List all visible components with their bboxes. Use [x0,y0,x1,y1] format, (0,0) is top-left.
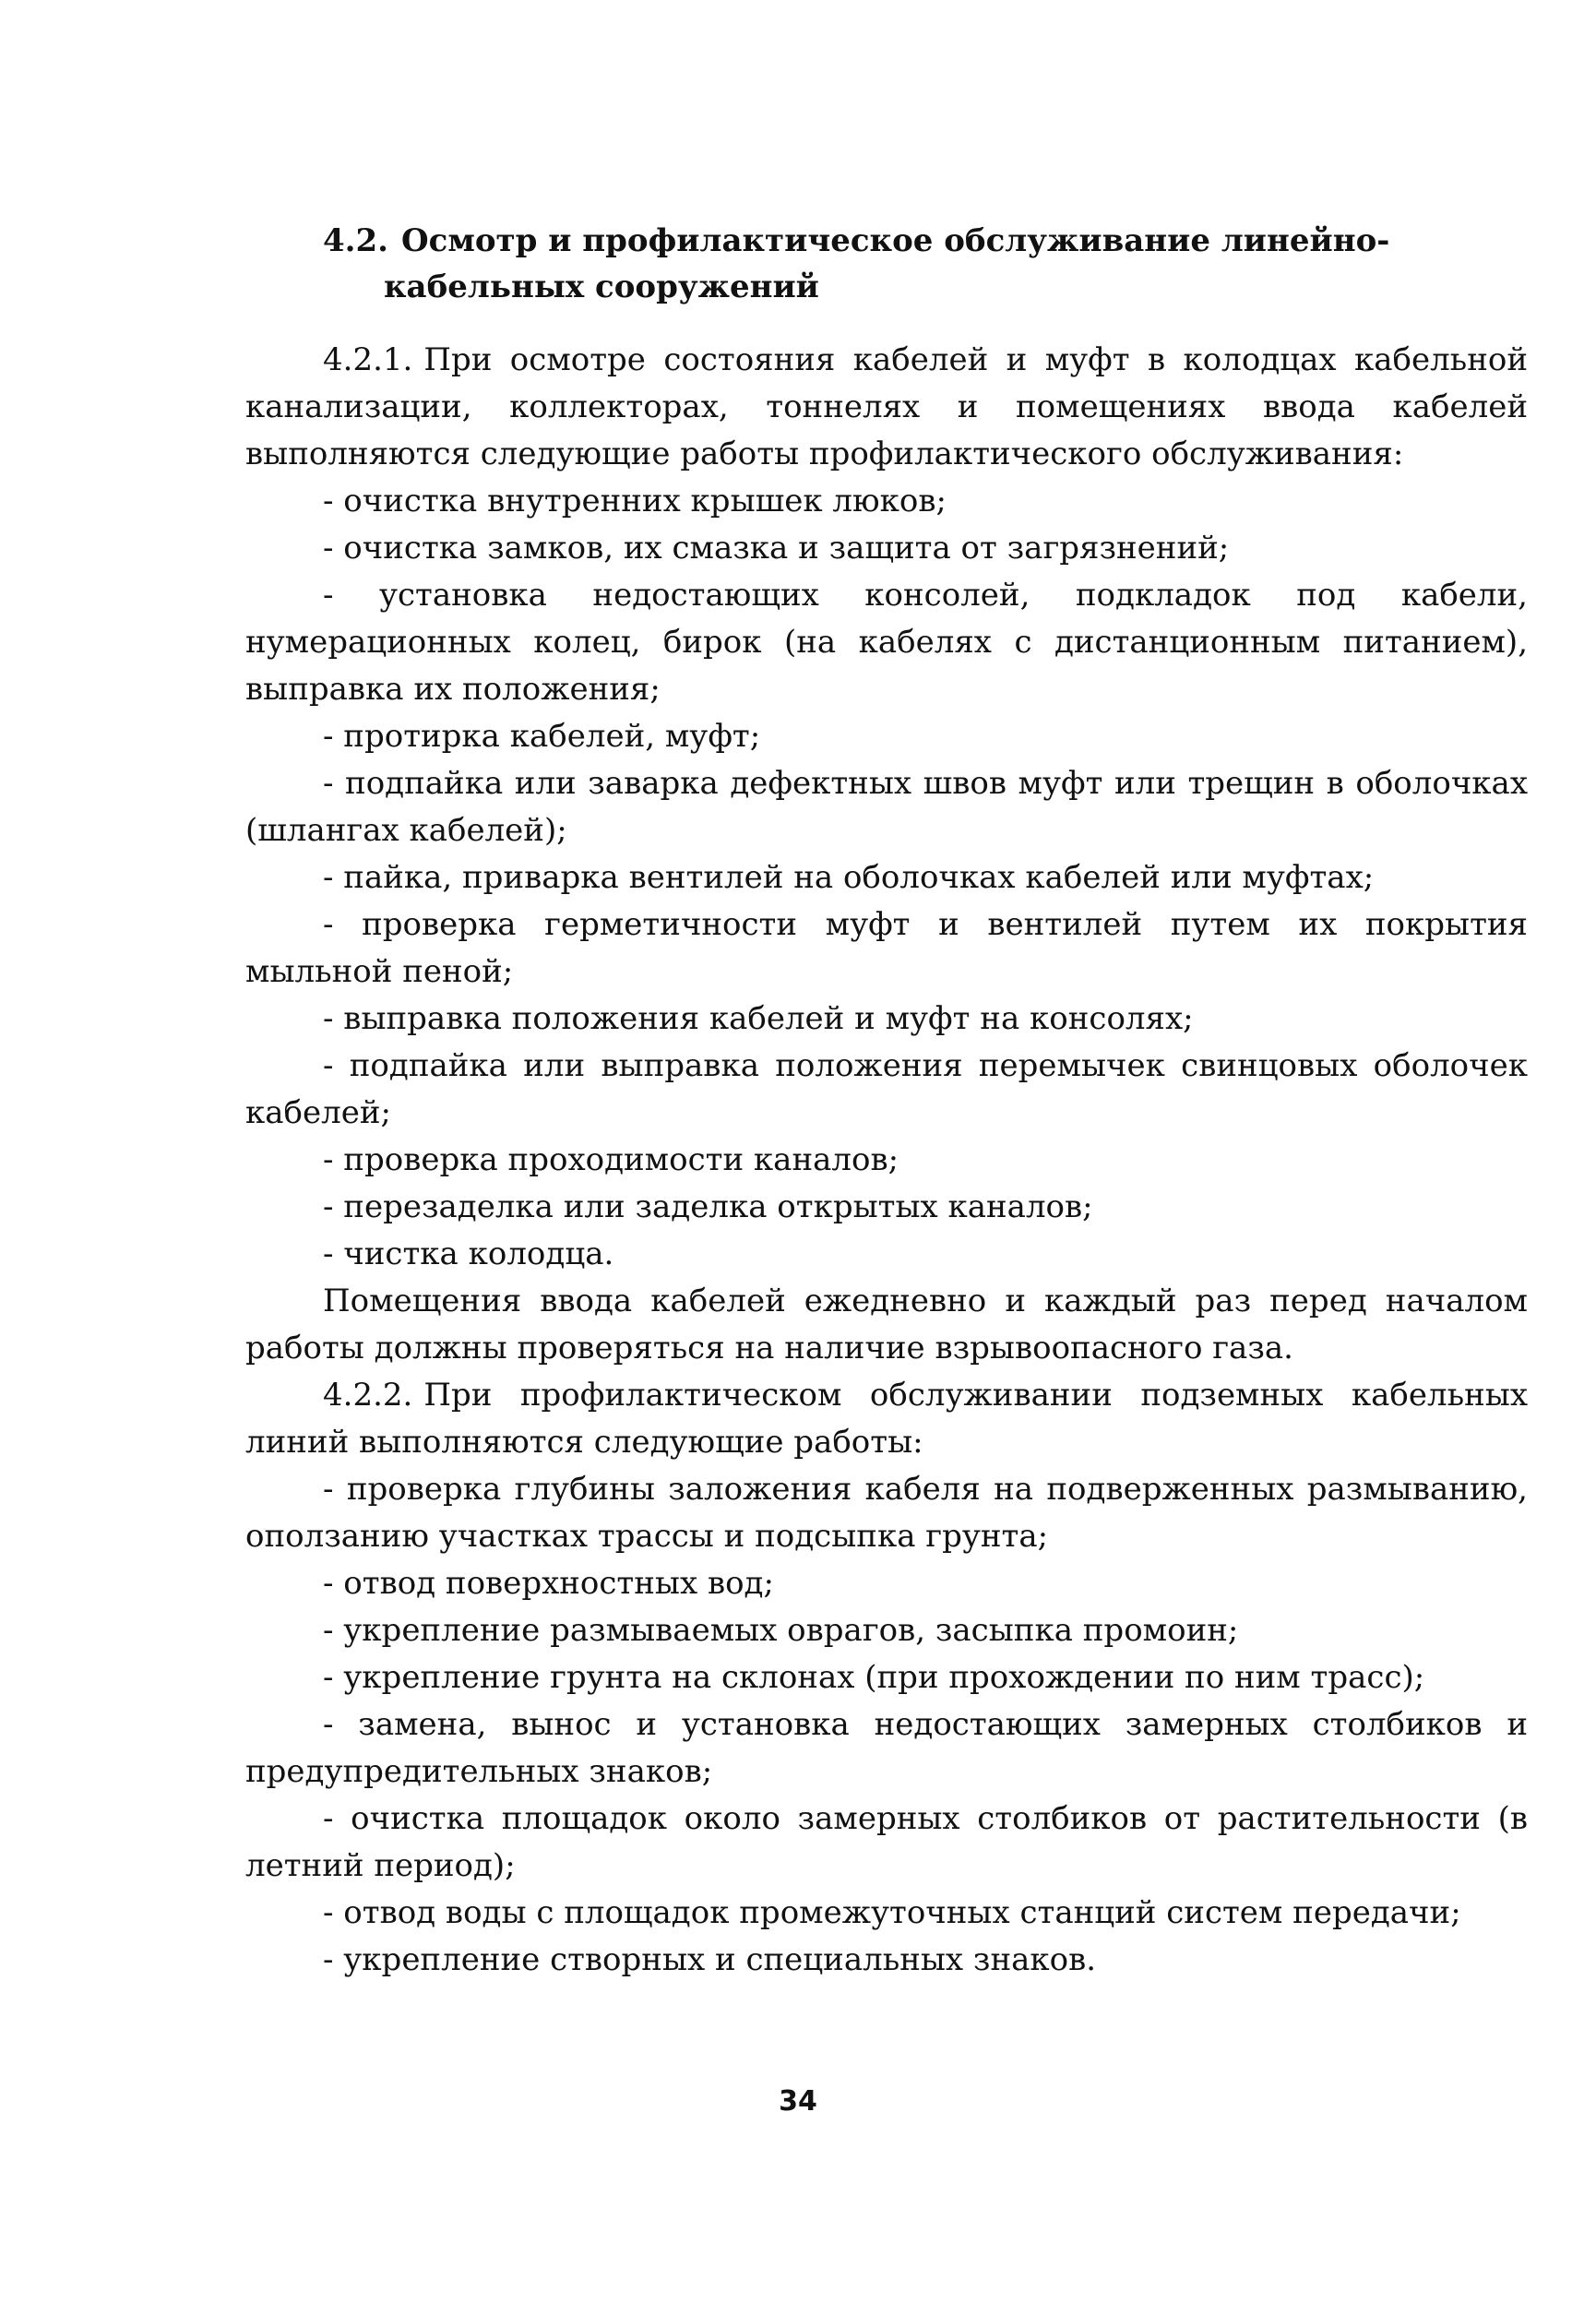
paragraph-text: - очистка площадок около замерных столбиков от растительности (в летний период); [245,1800,1528,1884]
list-item [245,1701,1528,1796]
list-item [245,901,1528,996]
paragraph-text: - проверка герметичности муфт и вентилей путем их покрытия мыльной пеной; [245,906,1528,990]
list-item [245,1937,1528,1984]
section-number: 4.2. [323,222,388,259]
list-item [245,1466,1528,1560]
list-item [245,713,1528,760]
paragraph-text: - очистка внутренних крышек люков; [323,483,947,519]
paragraph-text: - отвод поверхностных вод; [323,1565,774,1602]
paragraph-text: - отвод воды с площадок промежуточных станций систем передачи; [323,1894,1461,1931]
paragraph-text: - выправка положения кабелей и муфт на консолях; [323,1000,1194,1037]
page-number: 34 [779,2085,817,2118]
paragraph-text: При профилактическом обслуживании подземных кабельных линий выполняются следующие работы: [245,1377,1528,1461]
paragraph-text: - проверка проходимости каналов; [323,1141,899,1178]
paragraph-text: - очистка замков, их смазка и защита от загрязнений; [323,530,1230,567]
paragraph-text: При осмотре состояния кабелей и муфт в колодцах кабельной канализации, коллекторах, тоннелях и помещениях ввода кабелей выполняются следующие работы профилактического обслуживания: [245,341,1528,472]
list-item [245,1278,1528,1372]
list-item [245,1137,1528,1184]
paragraph-text: - подпайка или выправка положения перемычек свинцовых оболочек кабелей; [245,1047,1528,1131]
paragraph-text: - установка недостающих консолей, подкладок под кабели, нумерационных колец, бирок (на кабелях с дистанционным питанием), выправка их положения; [245,577,1528,708]
list-item [245,1796,1528,1890]
list-item [245,1607,1528,1654]
paragraph-text: - чистка колодца. [323,1235,614,1272]
paragraph-text: - подпайка или заварка дефектных швов муфт или трещин в оболочках (шлангах кабелей); [245,765,1528,849]
clause-number: 4.2.1. [323,341,413,378]
list-item [245,1654,1528,1701]
list-item [245,996,1528,1043]
clause-number: 4.2.2. [323,1377,413,1414]
list-item [245,572,1528,713]
list-item [245,1184,1528,1231]
section-body [245,337,1528,1984]
list-item [245,525,1528,572]
section-title-line1: Осмотр и профилактическое обслуживание линейно- [401,222,1390,259]
section-heading [323,218,1476,310]
list-item [245,1890,1528,1937]
paragraph-text: - замена, вынос и установка недостающих замерных столбиков и предупредительных знаков; [245,1706,1528,1790]
paragraph-text: Помещения ввода кабелей ежедневно и каждый раз перед началом работы должны проверяться на наличие взрывоопасного газа. [245,1283,1528,1366]
list-item [245,1043,1528,1137]
clause-paragraph [245,1372,1528,1466]
paragraph-text: - проверка глубины заложения кабеля на подверженных размыванию, оползанию участках трассы и подсыпка грунта; [245,1471,1528,1555]
list-item [245,1560,1528,1607]
paragraph-text: - укрепление размываемых оврагов, засыпка промоин; [323,1612,1239,1649]
paragraph-text: - укрепление грунта на склонах (при прохождении по ним трасс); [323,1659,1425,1696]
paragraph-text: - пайка, приварка вентилей на оболочках кабелей или муфтах; [323,859,1375,896]
list-item [245,760,1528,854]
paragraph-text: - перезаделка или заделка открытых каналов; [323,1188,1093,1225]
section-title-line2: кабельных сооружений [384,268,819,305]
list-item [245,1231,1528,1278]
list-item [245,854,1528,901]
clause-paragraph [245,337,1528,478]
paragraph-text: - протирка кабелей, муфт; [323,718,761,755]
list-item [245,478,1528,525]
paragraph-text: - укрепление створных и специальных знаков. [323,1941,1097,1978]
